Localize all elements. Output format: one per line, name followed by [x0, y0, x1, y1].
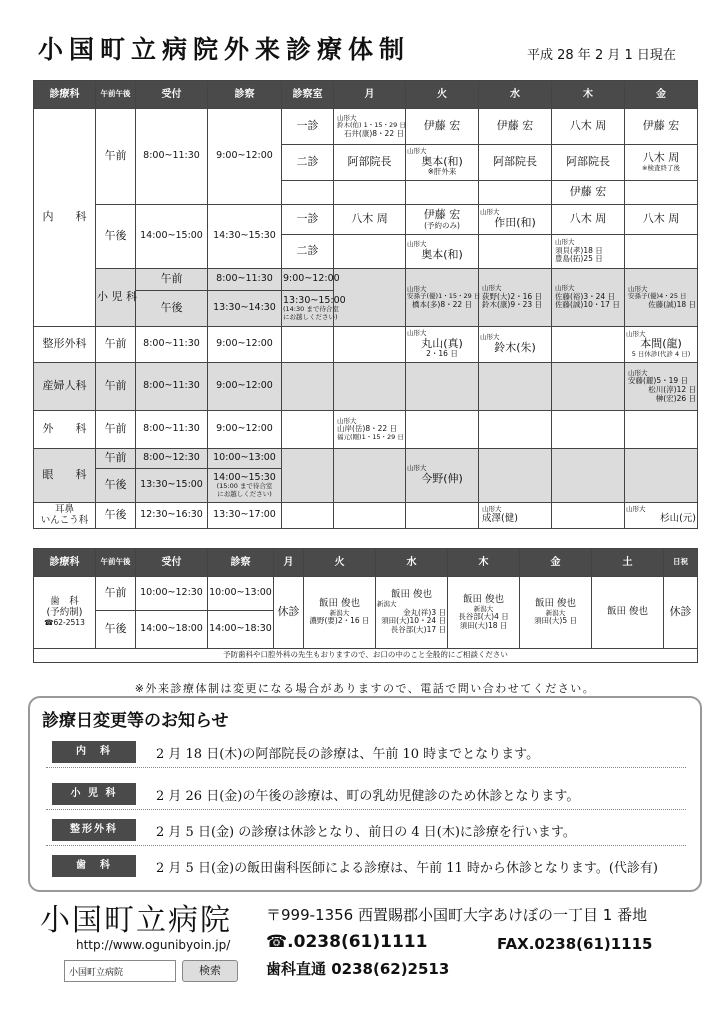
notice-text: 2 月 18 日(木)の阿部院長の診療は、午前 10 時までとなります。	[156, 747, 540, 762]
table-cell	[334, 363, 406, 411]
header-tue: 火	[406, 81, 479, 109]
dental-am-exam: 10:00~13:00	[208, 577, 274, 611]
table-cell	[406, 503, 479, 529]
page-title: 小国町立病院外来診療体制	[38, 35, 411, 64]
dental-pm: 午後	[96, 611, 136, 649]
table-cell: 山形大 奥本(和) ※肝外来	[406, 145, 479, 181]
table-cell: 飯田 俊也 新潟大 濃野(要)2・16 日	[304, 577, 376, 649]
table-cell	[479, 363, 552, 411]
jibi-reception: 12:30~16:30	[136, 503, 208, 529]
table-cell	[552, 411, 625, 449]
table-row	[34, 577, 698, 611]
notice-box	[28, 696, 702, 892]
header-thu: 木	[448, 549, 520, 577]
table-cell: 八木 周 ※検査終了後	[625, 145, 698, 181]
dept-sanfujin: 産婦人科	[34, 363, 96, 411]
table-cell: 山形大 安藤(麗)5・19 日 松川(淳)12 日 榊(宏)26 日	[625, 363, 698, 411]
table-cell: 伊藤 宏	[406, 109, 479, 145]
notice-label: 内 科	[52, 741, 136, 763]
table-cell: 山形大 奥本(和)	[406, 235, 479, 269]
shonika-am-reception: 8:00~11:30	[208, 269, 282, 291]
table-cell: 山形大 鈴木(佑) 1・15・29 日 石井(康)8・22 日	[334, 109, 406, 145]
table-cell: 山形大 安孫子(優)4・25 日 佐藤(誠)18 日	[625, 269, 698, 327]
naika-pm-exam: 14:30~15:30	[208, 205, 282, 269]
table-row	[34, 411, 698, 449]
sanfujin-exam: 9:00~12:00	[208, 363, 282, 411]
table-cell	[625, 449, 698, 503]
naika-room1: 一診	[282, 109, 334, 145]
dental-sun: 休診	[664, 577, 698, 649]
table-cell: 山形大 佐藤(裕)3・24 日 佐藤(誠)10・17 日	[552, 269, 625, 327]
table-cell: 山形大 本間(龍) 5 日休診(代診 4 日)	[625, 327, 698, 363]
notice-label: 小 児 科	[52, 783, 136, 805]
table-cell: 山形大 須貝(孝)18 日 豊島(拓)25 日	[552, 235, 625, 269]
fax-number: FAX.0238(61)1115	[497, 935, 653, 953]
naika-pm-room2: 二診	[282, 235, 334, 269]
hospital-logo: 小国町立病院	[40, 903, 232, 938]
table-cell: 飯田 俊也 新潟大 金丸(祥)3 日 須田(大)10・24 日 長谷部(大)17 日	[376, 577, 448, 649]
table-cell	[479, 235, 552, 269]
table-row	[34, 363, 698, 411]
table-cell: 山形大 成澤(健)	[479, 503, 552, 529]
table-row	[34, 503, 698, 529]
table-cell	[625, 181, 698, 205]
table-cell: 阿部院長	[334, 145, 406, 181]
notice-item	[46, 816, 686, 846]
header-thu: 木	[552, 81, 625, 109]
dental-pm-reception: 14:00~18:00	[136, 611, 208, 649]
table-cell: 飯田 俊也 新潟大 長谷部(大)4 日 須田(大)18 日	[448, 577, 520, 649]
dept-ganka: 眼 科	[34, 449, 96, 503]
dental-mon: 休診	[274, 577, 304, 649]
table-cell	[334, 449, 406, 503]
header-fri: 金	[625, 81, 698, 109]
phone-number: ☎.0238(61)1111	[266, 932, 428, 952]
ganka-pm-exam: 14:00~15:30 (15:00 まで待合室 にお越しください)	[208, 469, 282, 503]
header-reception: 受付	[136, 81, 208, 109]
address: 〒999-1356 西置賜郡小国町大字あけぼの一丁目 1 番地	[266, 906, 648, 924]
ganka-am: 午前	[96, 449, 136, 469]
header-wed: 水	[479, 81, 552, 109]
table-cell	[334, 327, 406, 363]
dept-jibi: 耳鼻 いんこう科	[34, 503, 96, 529]
table-cell	[552, 449, 625, 503]
header-room: 診察室	[282, 81, 334, 109]
header-reception: 受付	[136, 549, 208, 577]
table-cell	[479, 449, 552, 503]
table-cell: 伊藤 宏 (予約のみ)	[406, 205, 479, 235]
search-button[interactable]: 検索	[182, 960, 238, 982]
table-cell	[552, 503, 625, 529]
shonika-am: 午前	[136, 269, 208, 291]
table-cell	[282, 503, 334, 529]
seikei-am: 午前	[96, 327, 136, 363]
geka-exam: 9:00~12:00	[208, 411, 282, 449]
notice-label: 歯 科	[52, 855, 136, 877]
dental-direct-number: 歯科直通 0238(62)2513	[266, 960, 450, 978]
dental-pm-exam: 14:00~18:30	[208, 611, 274, 649]
seikei-exam: 9:00~12:00	[208, 327, 282, 363]
table-cell: 八木 周	[625, 205, 698, 235]
jibi-exam: 13:30~17:00	[208, 503, 282, 529]
sanfujin-reception: 8:00~11:30	[136, 363, 208, 411]
schedule-change-note: ※外来診療体制は変更になる場合がありますので、電話で問い合わせてください。	[134, 682, 596, 695]
table-cell	[552, 363, 625, 411]
table-cell: 山形大 荻野(大)2・16 日 鈴木(康)9・23 日	[479, 269, 552, 327]
table-row	[34, 327, 698, 363]
shonika-pm: 午後	[136, 291, 208, 327]
sanfujin-am: 午前	[96, 363, 136, 411]
shonika-am-exam: 9:00~12:00	[282, 269, 334, 291]
header-sat: 土	[592, 549, 664, 577]
notice-text: 2 月 5 日(金) の診療は休診となり、前日の 4 日(木)に診療を行います。	[156, 825, 576, 840]
ganka-pm: 午後	[96, 469, 136, 503]
table-cell: 山形大 杉山(元)	[625, 503, 698, 529]
naika-am-reception: 8:00~11:30	[136, 109, 208, 205]
table-cell: 山形大 今野(伸)	[406, 449, 479, 503]
header-exam: 診察	[208, 81, 282, 109]
table-row	[34, 269, 698, 291]
table-cell	[406, 363, 479, 411]
table-cell	[406, 411, 479, 449]
dental-footnote: 予防歯科や口腔外科の先生もおりますので、お口の中のこと全般的にご相談ください	[34, 649, 698, 663]
table-cell: 阿部院長	[552, 145, 625, 181]
naika-am: 午前	[96, 109, 136, 205]
table-cell	[625, 411, 698, 449]
seikei-reception: 8:00~11:30	[136, 327, 208, 363]
outpatient-schedule-table	[33, 80, 698, 529]
website-url[interactable]: http://www.ogunibyoin.jp/	[76, 938, 231, 952]
search-input[interactable]: 小国町立病院	[64, 960, 176, 982]
table-row	[34, 449, 698, 469]
naika-pm-room1: 一診	[282, 205, 334, 235]
table-cell	[282, 411, 334, 449]
geka-reception: 8:00~11:30	[136, 411, 208, 449]
dept-dental: 歯 科 (予約制) ☎62-2513	[34, 577, 96, 649]
table-row	[34, 109, 698, 145]
header-mon: 月	[334, 81, 406, 109]
table-cell	[282, 363, 334, 411]
header-dept: 診療科	[34, 81, 96, 109]
header-exam: 診察	[208, 549, 274, 577]
table-cell: 阿部院長	[479, 145, 552, 181]
notice-item	[46, 780, 686, 810]
ganka-am-exam: 10:00~13:00	[208, 449, 282, 469]
shonika-pm-reception: 13:30~14:30	[208, 291, 282, 327]
table-cell	[334, 235, 406, 269]
dept-geka: 外 科	[34, 411, 96, 449]
dept-naika: 内 科	[34, 109, 96, 327]
table-header-row	[34, 81, 698, 109]
ganka-pm-reception: 13:30~15:00	[136, 469, 208, 503]
header-sun: 日祝	[664, 549, 698, 577]
notice-title: 診療日変更等のお知らせ	[42, 711, 229, 731]
table-cell: 八木 周	[552, 205, 625, 235]
shonika-pm-exam: 13:30~15:00 (14:30 まで待合室 にお越しください)	[282, 291, 334, 327]
table-cell	[282, 327, 334, 363]
table-row	[34, 649, 698, 663]
notice-item	[46, 738, 686, 768]
table-row	[34, 205, 698, 235]
header-wed: 水	[376, 549, 448, 577]
table-cell	[334, 181, 406, 205]
table-cell: 飯田 俊也	[592, 577, 664, 649]
table-cell: 伊藤 宏	[479, 109, 552, 145]
naika-pm: 午後	[96, 205, 136, 269]
notice-text: 2 月 5 日(金)の飯田歯科医師による診療は、午前 11 時から休診となります。(代診有)	[156, 861, 658, 876]
table-cell	[406, 181, 479, 205]
header-ampm: 午前午後	[96, 81, 136, 109]
header-ampm: 午前午後	[96, 549, 136, 577]
dept-shonika: 小 児 科	[96, 269, 136, 327]
table-cell: 山形大 鈴木(朱)	[479, 327, 552, 363]
table-cell: 山形大 丸山(真) 2・16 日	[406, 327, 479, 363]
header-dept: 診療科	[34, 549, 96, 577]
geka-am: 午前	[96, 411, 136, 449]
dental-schedule-table	[33, 548, 698, 663]
notice-label: 整形外科	[52, 819, 136, 841]
dental-am-reception: 10:00~12:30	[136, 577, 208, 611]
jibi-pm: 午後	[96, 503, 136, 529]
header-mon: 月	[274, 549, 304, 577]
dental-am: 午前	[96, 577, 136, 611]
naika-room2: 二診	[282, 145, 334, 181]
table-cell: 八木 周	[552, 109, 625, 145]
naika-am-exam: 9:00~12:00	[208, 109, 282, 205]
table-cell: 山形大 安孫子(優)1・15・29 日 橋本(多)8・22 日	[406, 269, 479, 327]
dept-seikei: 整形外科	[34, 327, 96, 363]
table-cell	[479, 411, 552, 449]
table-cell	[282, 181, 334, 205]
notice-text: 2 月 26 日(金)の午後の診療は、町の乳幼児健診のため休診となります。	[156, 789, 580, 804]
table-cell: 伊藤 宏	[552, 181, 625, 205]
table-header-row	[34, 549, 698, 577]
ganka-am-reception: 8:00~12:30	[136, 449, 208, 469]
effective-date: 平成 28 年 2 月 1 日現在	[527, 48, 676, 63]
table-cell: 飯田 俊也 新潟大 須田(大)5 日	[520, 577, 592, 649]
table-cell: 山形大 山岸(岳)8・22 日 福元(剛)1・15・29 日	[334, 411, 406, 449]
table-cell	[552, 327, 625, 363]
header-tue: 火	[304, 549, 376, 577]
table-cell	[334, 503, 406, 529]
naika-pm-reception: 14:00~15:00	[136, 205, 208, 269]
header-fri: 金	[520, 549, 592, 577]
table-cell: 伊藤 宏	[625, 109, 698, 145]
notice-item	[46, 852, 686, 882]
table-cell	[282, 449, 334, 503]
table-cell	[625, 235, 698, 269]
table-cell	[479, 181, 552, 205]
table-cell: 山形大 作田(和)	[479, 205, 552, 235]
table-cell: 八木 周	[334, 205, 406, 235]
